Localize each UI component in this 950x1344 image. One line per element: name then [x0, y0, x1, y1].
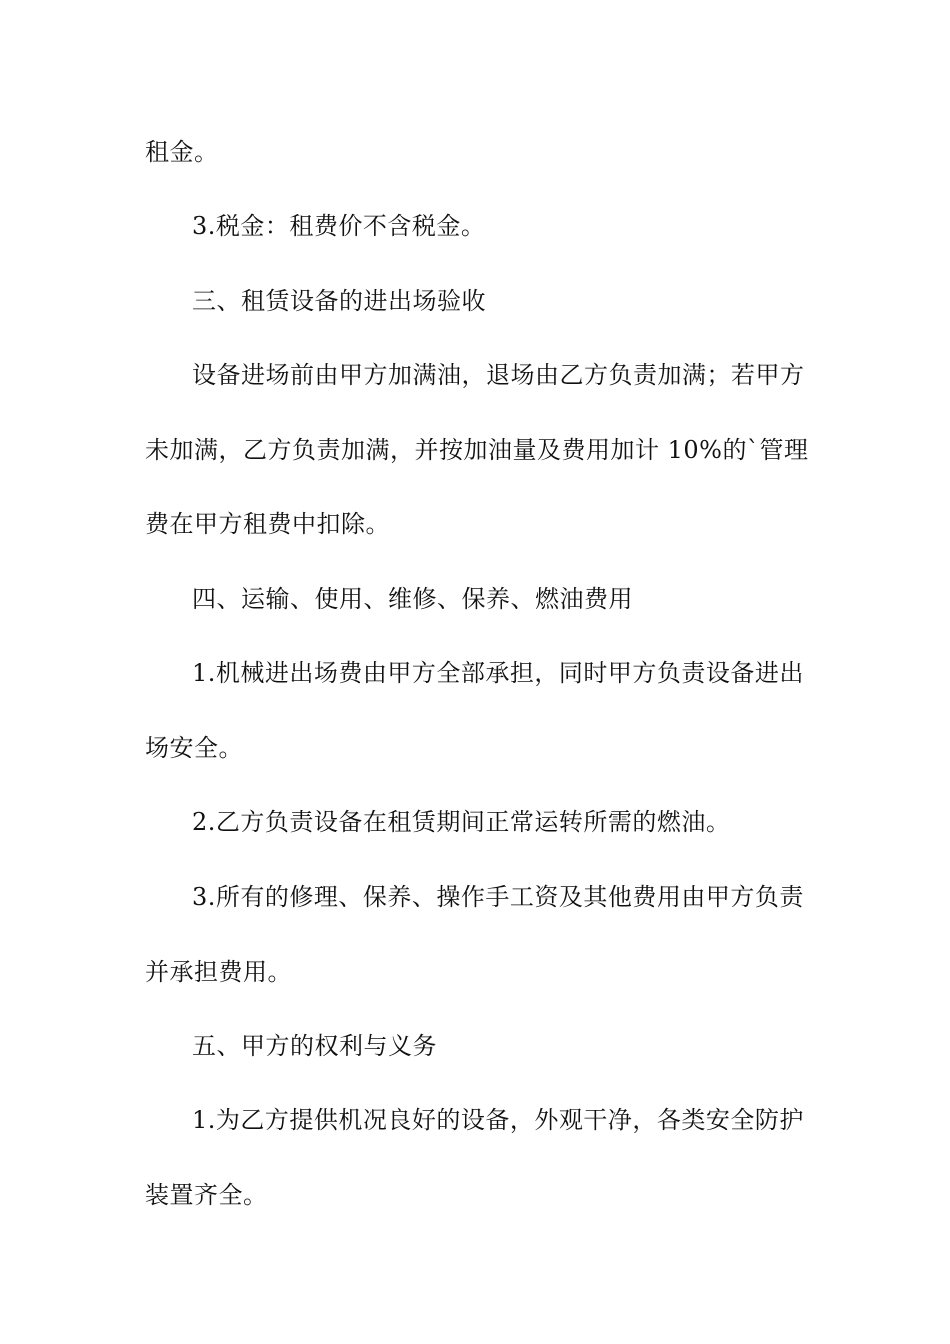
paragraph-tax: 3.税金：租费价不含税金。 [192, 212, 486, 240]
section-heading-costs: 四、运输、使用、维修、保养、燃油费用 [192, 585, 633, 613]
paragraph-rent-continuation: 租金。 [145, 138, 219, 166]
paragraph-repair-costs: 3.所有的修理、保养、操作手工资及其他费用由甲方负责并承担费用。 [145, 883, 804, 986]
paragraph-transport-fee: 1.机械进出场费由甲方全部承担，同时甲方负责设备进出场安全。 [145, 659, 804, 762]
paragraph-equipment-condition: 1.为乙方提供机况良好的设备，外观干净，各类安全防护装置齐全。 [145, 1106, 804, 1209]
paragraph-fuel-filling: 设备进场前由甲方加满油，退场由乙方负责加满；若甲方未加满，乙方负责加满，并按加油量及费用加计 10%的`管理费在甲方租费中扣除。 [145, 361, 809, 538]
paragraph-fuel-supply: 2.乙方负责设备在租赁期间正常运转所需的燃油。 [192, 808, 731, 836]
section-heading-party-a-rights: 五、甲方的权利与义务 [192, 1032, 437, 1060]
section-heading-acceptance: 三、租赁设备的进出场验收 [192, 287, 486, 315]
